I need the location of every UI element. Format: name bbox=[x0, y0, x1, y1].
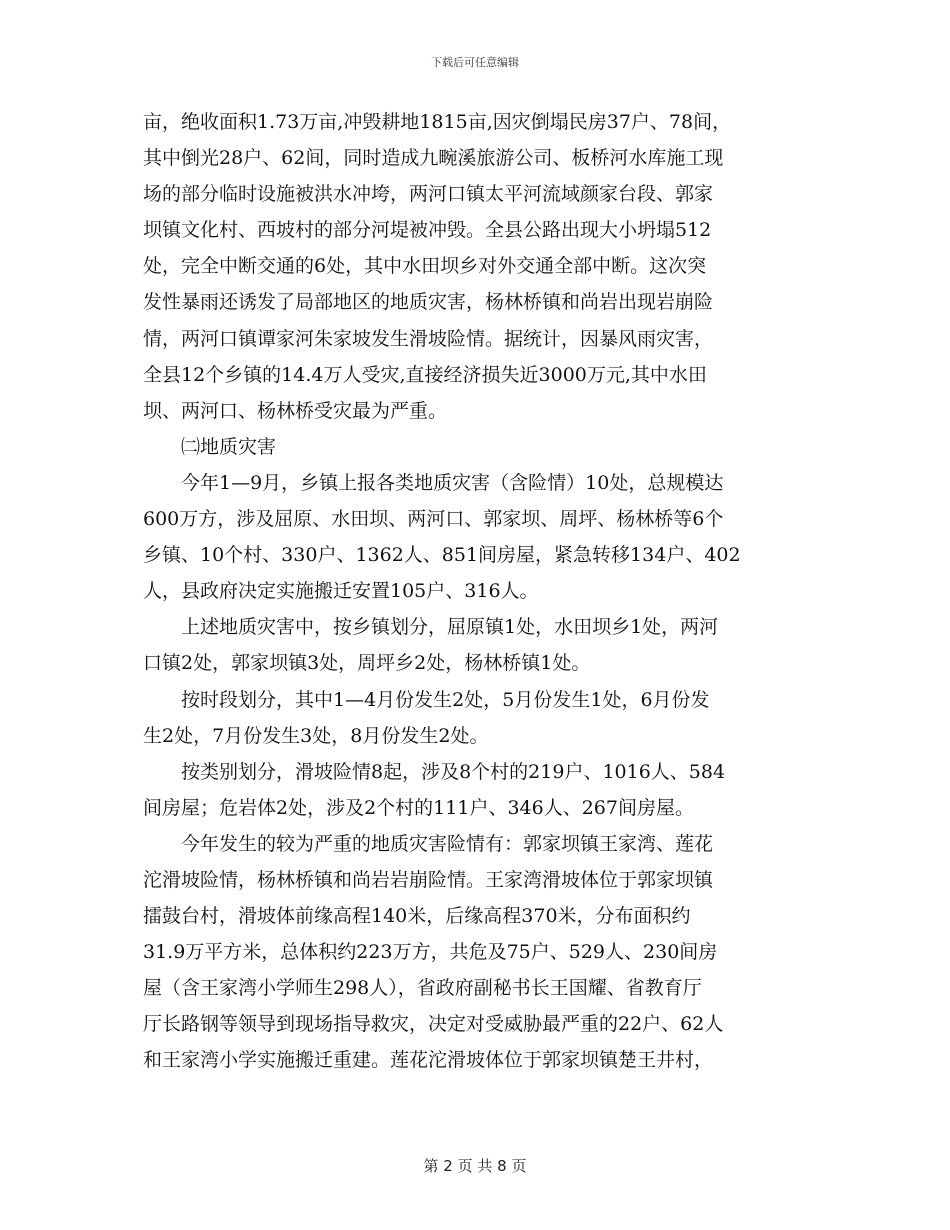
body-line: 场的部分临时设施被洪水冲垮，两河口镇太平河流域颜家台段、郭家 bbox=[143, 183, 714, 206]
body-line: 按类别划分，滑坡险情8起，涉及8个村的219户、1016人、584 bbox=[143, 760, 726, 783]
page-header: 下载后可任意编辑 bbox=[431, 56, 519, 69]
body-line: 沱滑坡险情，杨林桥镇和尚岩岩崩险情。王家湾滑坡体位于郭家坝镇 bbox=[143, 868, 714, 891]
body-line: 间房屋；危岩体2处，涉及2个村的111户、346人、267间房屋。 bbox=[143, 796, 694, 819]
body-line: 坝、两河口、杨林桥受灾最为严重。 bbox=[143, 399, 448, 422]
body-line: 处，完全中断交通的6处，其中水田坝乡对外交通全部中断。这次突 bbox=[143, 255, 707, 278]
body-line: 今年发生的较为严重的地质灾害险情有：郭家坝镇王家湾、莲花 bbox=[143, 832, 714, 855]
body-line: 今年1—9月，乡镇上报各类地质灾害（含险情）10处，总规模达 bbox=[143, 471, 724, 494]
body-line: 亩，绝收面积1.73万亩,冲毁耕地1815亩,因灾倒塌民房37户、78间， bbox=[143, 111, 732, 133]
section-heading: ㈡地质灾害 bbox=[143, 435, 277, 458]
body-line: 情，两河口镇谭家河朱家坡发生滑坡险情。据统计，因暴风雨灾害， bbox=[143, 327, 714, 350]
body-line: 600万方，涉及屈原、水田坝、两河口、郭家坝、周坪、杨林桥等6个 bbox=[143, 508, 724, 531]
body-line: 31.9万平方米，总体积约223万方，共危及75户、529人、230间房 bbox=[143, 941, 718, 964]
page-footer: 第 2 页 共 8 页 bbox=[423, 1157, 527, 1175]
body-line: 和王家湾小学实施搬迁重建。莲花沱滑坡体位于郭家坝镇楚王井村， bbox=[143, 1049, 714, 1072]
body-line: 按时段划分，其中1—4月份发生2处，5月份发生1处，6月份发 bbox=[143, 688, 710, 711]
body-line: 人，县政府决定实施搬迁安置105户、316人。 bbox=[143, 580, 539, 603]
body-line: 全县12个乡镇的14.4万人受灾,直接经济损失近3000万元,其中水田 bbox=[143, 363, 707, 386]
body-line: 厅长路钢等领导到现场指导救灾，决定对受威胁最严重的22户、62人 bbox=[143, 1013, 724, 1036]
document-body bbox=[143, 104, 808, 1079]
body-line: 屋（含王家湾小学师生298人），省政府副秘书长王国耀、省教育厅 bbox=[143, 977, 702, 1000]
body-line: 口镇2处，郭家坝镇3处，周坪乡2处，杨林桥镇1处。 bbox=[143, 652, 591, 675]
body-line: 发性暴雨还诱发了局部地区的地质灾害，杨林桥镇和尚岩出现岩崩险 bbox=[143, 291, 714, 314]
body-line: 其中倒光28户、62间，同时造成九畹溪旅游公司、板桥河水库施工现 bbox=[143, 147, 724, 170]
body-line: 乡镇、10个村、330户、1362人、851间房屋，紧急转移134户、402 bbox=[143, 544, 741, 567]
body-line: 坝镇文化村、西坡村的部分河堤被冲毁。全县公路出现大小坍塌512 bbox=[143, 219, 712, 242]
body-line: 上述地质灾害中，按乡镇划分，屈原镇1处，水田坝乡1处，两河 bbox=[143, 616, 719, 639]
body-line: 生2处，7月份发生3处，8月份发生2处。 bbox=[143, 724, 489, 747]
body-line: 擂鼓台村，滑坡体前缘高程140米，后缘高程370米，分布面积约 bbox=[143, 905, 691, 928]
